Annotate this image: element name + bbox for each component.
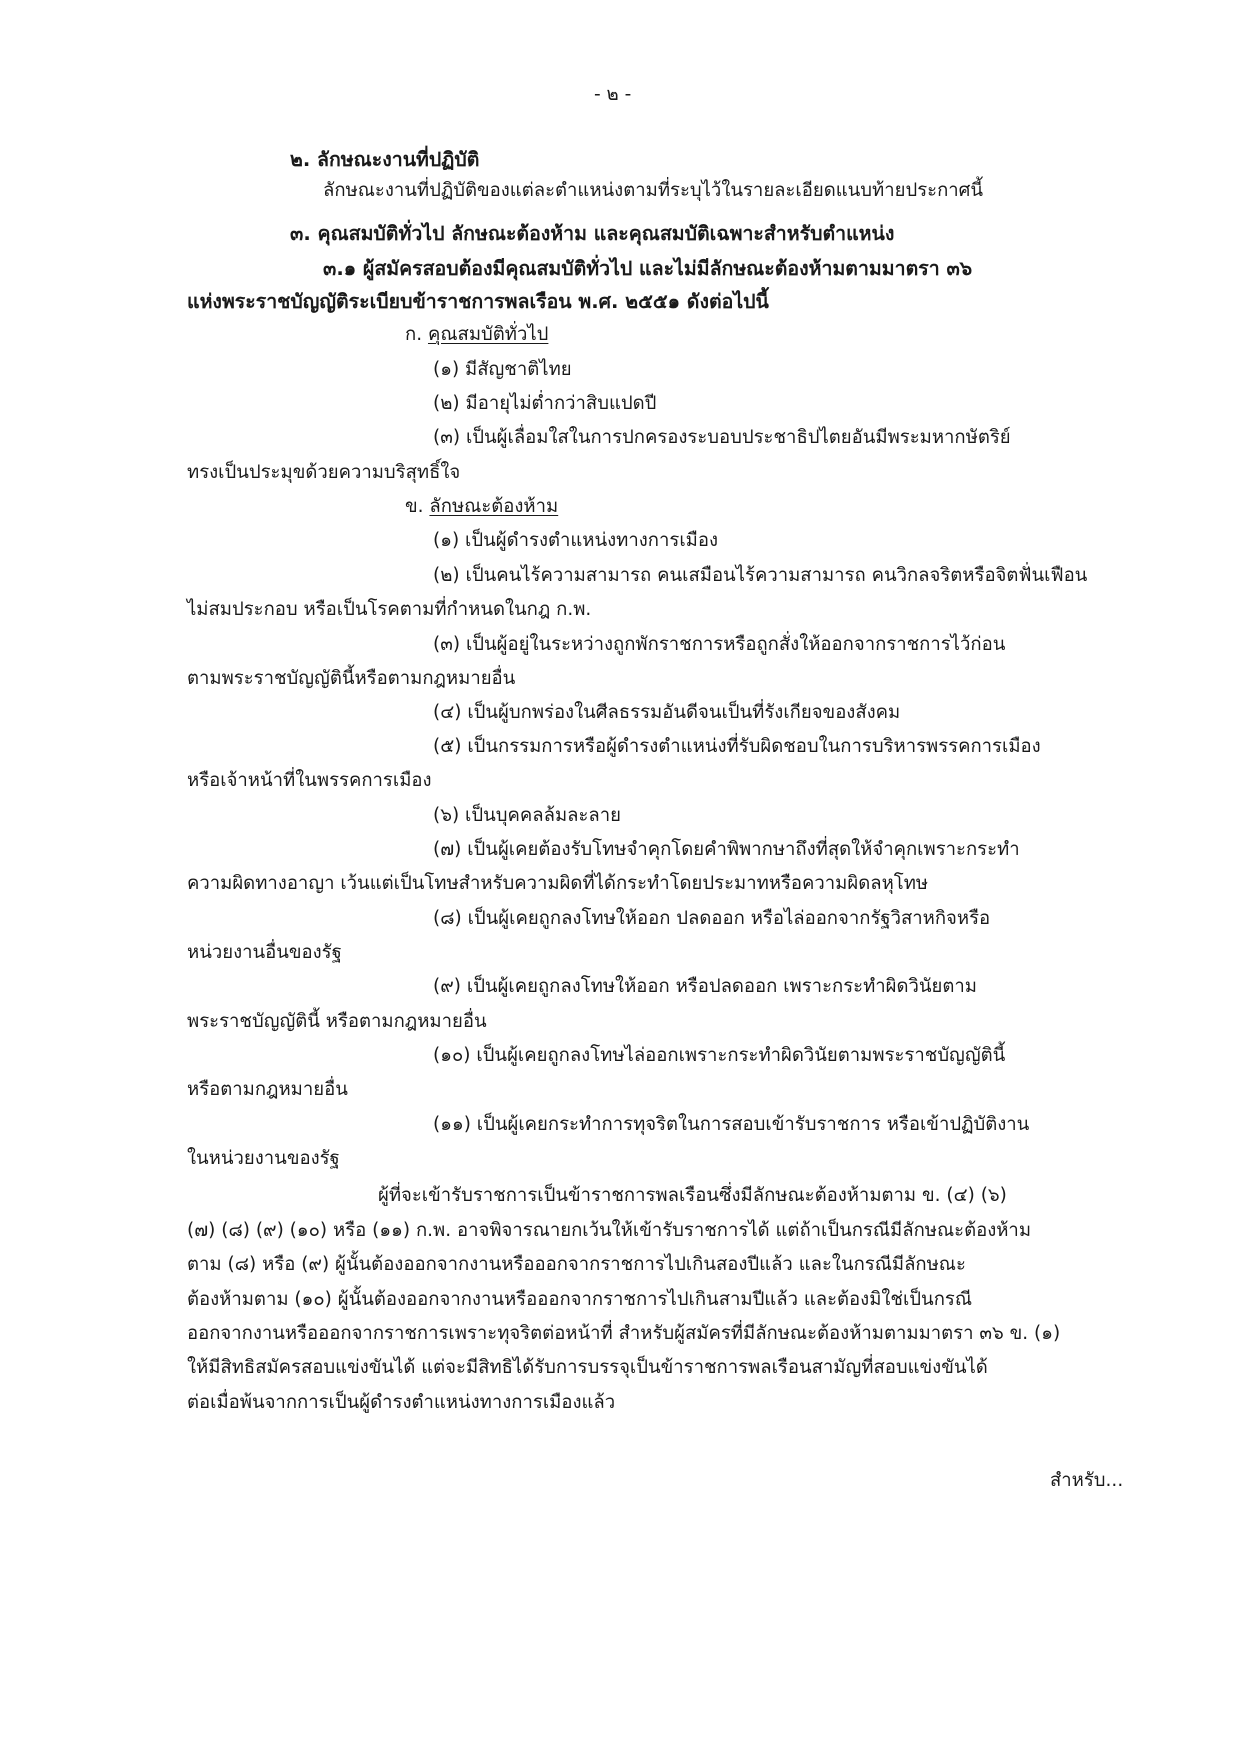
prohibited-heading [405,498,558,517]
prohibited-item-7-continued: ความผิดทางอาญา เว้นแต่เป็นโทษสำหรับความผิดที่ได้กระทำโดยประมาทหรือความผิดลหุโทษ [187,873,929,894]
prohibited-item-1: (๑) เป็นผู้ดำรงตำแหน่งทางการเมือง [433,530,718,551]
section-2-body: ลักษณะงานที่ปฏิบัติของแต่ละตำแหน่งตามที่ระบุไว้ในรายละเอียดแนบท้ายประกาศนี้ [323,180,984,201]
prohibited-prefix: ข. [405,496,424,517]
prohibited-title: ลักษณะต้องห้าม [429,496,559,517]
page-number: - ๒ - [594,84,632,105]
prohibited-item-5: (๕) เป็นกรรมการหรือผู้ดำรงตำแหน่งที่รับผิดชอบในการบริหารพรรคการเมือง [433,736,1041,757]
prohibited-item-11-continued: ในหน่วยงานของรัฐ [187,1148,340,1169]
general-prefix: ก. [405,324,423,345]
closing-paragraph-line-1: ผู้ที่จะเข้ารับราชการเป็นข้าราชการพลเรือนซึ่งมีลักษณะต้องห้ามตาม ข. (๔) (๖) [378,1185,1007,1206]
closing-paragraph-line-5: ออกจากงานหรือออกจากราชการเพราะทุจริตต่อหน้าที่ สำหรับผู้สมัครที่มีลักษณะต้องห้ามตามมาตรา ๓๖ ข. (๑) [187,1323,1061,1344]
prohibited-item-3: (๓) เป็นผู้อยู่ในระหว่างถูกพักราชการหรือถูกสั่งให้ออกจากราชการไว้ก่อน [433,634,1006,655]
closing-paragraph-line-4: ต้องห้ามตาม (๑๐) ผู้นั้นต้องออกจากงานหรือออกจากราชการไปเกินสามปีแล้ว และต้องมิใช่เป็นกรณี [187,1289,972,1310]
prohibited-item-9: (๙) เป็นผู้เคยถูกลงโทษให้ออก หรือปลดออก เพราะกระทำผิดวินัยตาม [433,976,977,997]
general-item-3: (๓) เป็นผู้เลื่อมใสในการปกครองระบอบประชาธิปไตยอันมีพระมหากษัตริย์ [433,427,1011,448]
general-item-1: (๑) มีสัญชาติไทย [433,359,572,380]
closing-paragraph-line-3: ตาม (๘) หรือ (๙) ผู้นั้นต้องออกจากงานหรือออกจากราชการไปเกินสองปีแล้ว และในกรณีมีลักษณะ [187,1254,966,1275]
section-3-1-line-2: แห่งพระราชบัญญัติระเบียบข้าราชการพลเรือน พ.ศ. ๒๕๕๑ ดังต่อไปนี้ [187,290,769,313]
section-2-heading: ๒. ลักษณะงานที่ปฏิบัติ [290,148,480,171]
prohibited-item-4: (๔) เป็นผู้บกพร่องในศีลธรรมอันดีจนเป็นที่รังเกียจของสังคม [433,702,901,723]
closing-paragraph-line-2: (๗) (๘) (๙) (๑๐) หรือ (๑๑) ก.พ. อาจพิจารณายกเว้นให้เข้ารับราชการได้ แต่ถ้าเป็นกรณีมีลักษณะต้องห้าม [187,1220,1032,1241]
continuation-marker: สำหรับ... [1050,1470,1124,1491]
prohibited-item-5-continued: หรือเจ้าหน้าที่ในพรรคการเมือง [187,770,432,791]
section-3-1-line-1: ๓.๑ ผู้สมัครสอบต้องมีคุณสมบัติทั่วไป และไม่มีลักษณะต้องห้ามตามมาตรา ๓๖ [323,257,973,280]
prohibited-item-3-continued: ตามพระราชบัญญัตินี้หรือตามกฎหมายอื่น [187,668,516,689]
prohibited-item-10-continued: หรือตามกฎหมายอื่น [187,1079,348,1100]
prohibited-item-10: (๑๐) เป็นผู้เคยถูกลงโทษไล่ออกเพราะกระทำผิดวินัยตามพระราชบัญญัตินี้ [433,1045,1006,1066]
closing-paragraph-line-7: ต่อเมื่อพ้นจากการเป็นผู้ดำรงตำแหน่งทางการเมืองแล้ว [187,1392,616,1413]
prohibited-item-11: (๑๑) เป็นผู้เคยกระทำการทุจริตในการสอบเข้ารับราชการ หรือเข้าปฏิบัติงาน [433,1114,1030,1135]
prohibited-item-8: (๘) เป็นผู้เคยถูกลงโทษให้ออก ปลดออก หรือไล่ออกจากรัฐวิสาหกิจหรือ [433,908,991,929]
general-qualifications-heading [405,326,548,345]
prohibited-item-8-continued: หน่วยงานอื่นของรัฐ [187,942,342,963]
prohibited-item-7: (๗) เป็นผู้เคยต้องรับโทษจำคุกโดยคำพิพากษาถึงที่สุดให้จำคุกเพราะกระทำ [433,839,1020,860]
prohibited-item-9-continued: พระราชบัญญัตินี้ หรือตามกฎหมายอื่น [187,1011,487,1032]
prohibited-item-2: (๒) เป็นคนไร้ความสามารถ คนเสมือนไร้ความสามารถ คนวิกลจริตหรือจิตฟั่นเฟือน [433,565,1088,586]
general-title: คุณสมบัติทั่วไป [427,324,549,345]
general-item-3-continued: ทรงเป็นประมุขด้วยความบริสุทธิ์ใจ [187,462,461,483]
prohibited-item-6: (๖) เป็นบุคคลล้มละลาย [433,805,621,826]
section-3-heading: ๓. คุณสมบัติทั่วไป ลักษณะต้องห้าม และคุณสมบัติเฉพาะสำหรับตำแหน่ง [290,222,895,245]
general-item-2: (๒) มีอายุไม่ต่ำกว่าสิบแปดปี [433,393,657,414]
prohibited-item-2-continued: ไม่สมประกอบ หรือเป็นโรคตามที่กำหนดในกฎ ก.พ. [187,599,592,620]
closing-paragraph-line-6: ให้มีสิทธิสมัครสอบแข่งขันได้ แต่จะมีสิทธิได้รับการบรรจุเป็นข้าราชการพลเรือนสามัญที่สอบแข่งขันได้ [187,1357,988,1378]
